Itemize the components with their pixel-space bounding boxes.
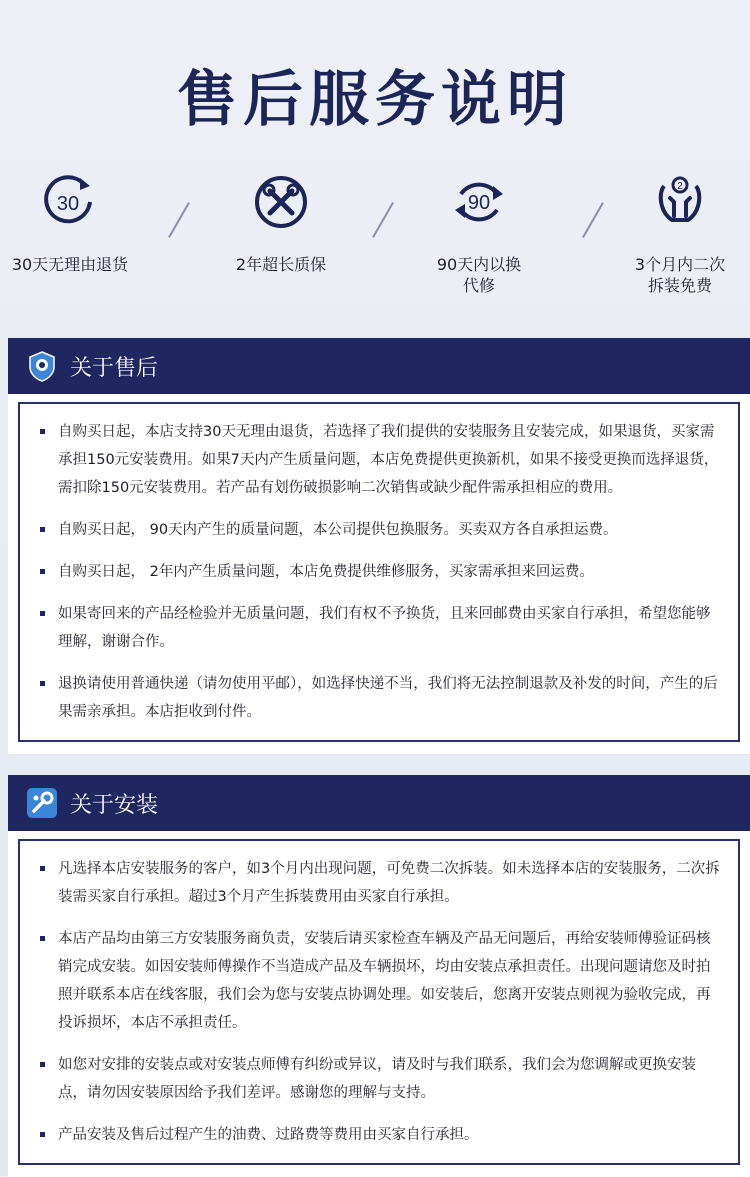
svg-text:2: 2 xyxy=(677,181,683,192)
list-item: 自购买日起，本店支持30天无理由退货，若选择了我们提供的安装服务且安装完成，如果退货，买家需承担150元安装费用。如果7天内产生质量问题，本店免费提供更换新机，如果不接受更换而选择退货，需扣除150元安装费用。若产品有划伤破损影响二次销售或缺少配件需承担相应的费用。 xyxy=(40,418,720,502)
divider xyxy=(168,202,190,238)
feature-label xyxy=(590,254,750,296)
list-item: 自购买日起， 2年内产生质量问题，本店免费提供维修服务，买家需承担来回运费。 xyxy=(40,558,720,586)
after-sales-body xyxy=(18,402,740,742)
feature-icon-text: 90 xyxy=(467,192,491,214)
feature-90-day-exchange xyxy=(389,172,569,296)
list-item: 自购买日起， 90天内产生的质量问题，本公司提供包换服务。买卖双方各自承担运费。 xyxy=(40,516,720,544)
feature-label xyxy=(389,254,569,296)
feature-icon-text: 30 xyxy=(56,193,80,215)
30-day-return-icon xyxy=(40,172,100,232)
page-title: 售后服务说明 xyxy=(177,65,573,135)
installation-title: 关于安装 xyxy=(70,792,159,818)
after-sales-title: 关于售后 xyxy=(70,355,159,381)
feature-label-text: 3个月内二次 拆装免费 xyxy=(634,255,726,295)
tools-icon xyxy=(251,172,311,232)
after-sales-card xyxy=(8,338,750,754)
shield-service-icon xyxy=(26,350,58,382)
installation-header xyxy=(8,775,750,831)
wrench-repair-icon xyxy=(650,172,710,232)
feature-free-reinstall xyxy=(590,172,750,296)
list-item: 如您对安排的安装点或对安装点师傅有纠纷或异议，请及时与我们联系，我们会为您调解或更换安装点，请勿因安装原因给予我们差评。感谢您的理解与支持。 xyxy=(40,1051,720,1107)
wrench-icon xyxy=(26,787,58,819)
feature-label: 30天无理由退货 xyxy=(11,255,129,274)
list-item: 退换请使用普通快递（请勿使用平邮），如选择快递不当，我们将无法控制退款及补发的时间，产生的后果需亲承担。本店拒收到付件。 xyxy=(40,670,720,726)
feature-label-text: 90天内以换 代修 xyxy=(436,255,522,295)
feature-30-day-return xyxy=(0,172,160,275)
installation-card xyxy=(8,775,750,1177)
after-sales-header xyxy=(8,338,750,394)
list-item: 凡选择本店安装服务的客户，如3个月内出现问题，可免费二次拆装。如未选择本店的安装服务，二次拆装需买家自行承担。超过3个月产生拆装费用由买家自行承担。 xyxy=(40,855,720,911)
list-item: 如果寄回来的产品经检验并无质量问题，我们有权不予换货，且来回邮费由买家自行承担，希望您能够理解，谢谢合作。 xyxy=(40,600,720,656)
feature-label: 2年超长质保 xyxy=(235,255,327,274)
feature-warranty xyxy=(191,172,371,275)
list-item: 本店产品均由第三方安装服务商负责，安装后请买家检查车辆及产品无问题后，再给安装师傅验证码核销完成安装。如因安装师傅操作不当造成产品及车辆损坏，均由安装点承担责任。出现问题请您及时拍照并联系本店在线客服，我们会为您与安装点协调处理。如安装后，您离开安装点则视为验收完成，再投诉损坏，本店不承担责任。 xyxy=(40,925,720,1037)
installation-body xyxy=(18,839,740,1165)
feature-row xyxy=(0,172,750,312)
list-item: 产品安装及售后过程产生的油费、过路费等费用由买家自行承担。 xyxy=(40,1121,720,1149)
90-day-exchange-icon xyxy=(449,172,509,232)
